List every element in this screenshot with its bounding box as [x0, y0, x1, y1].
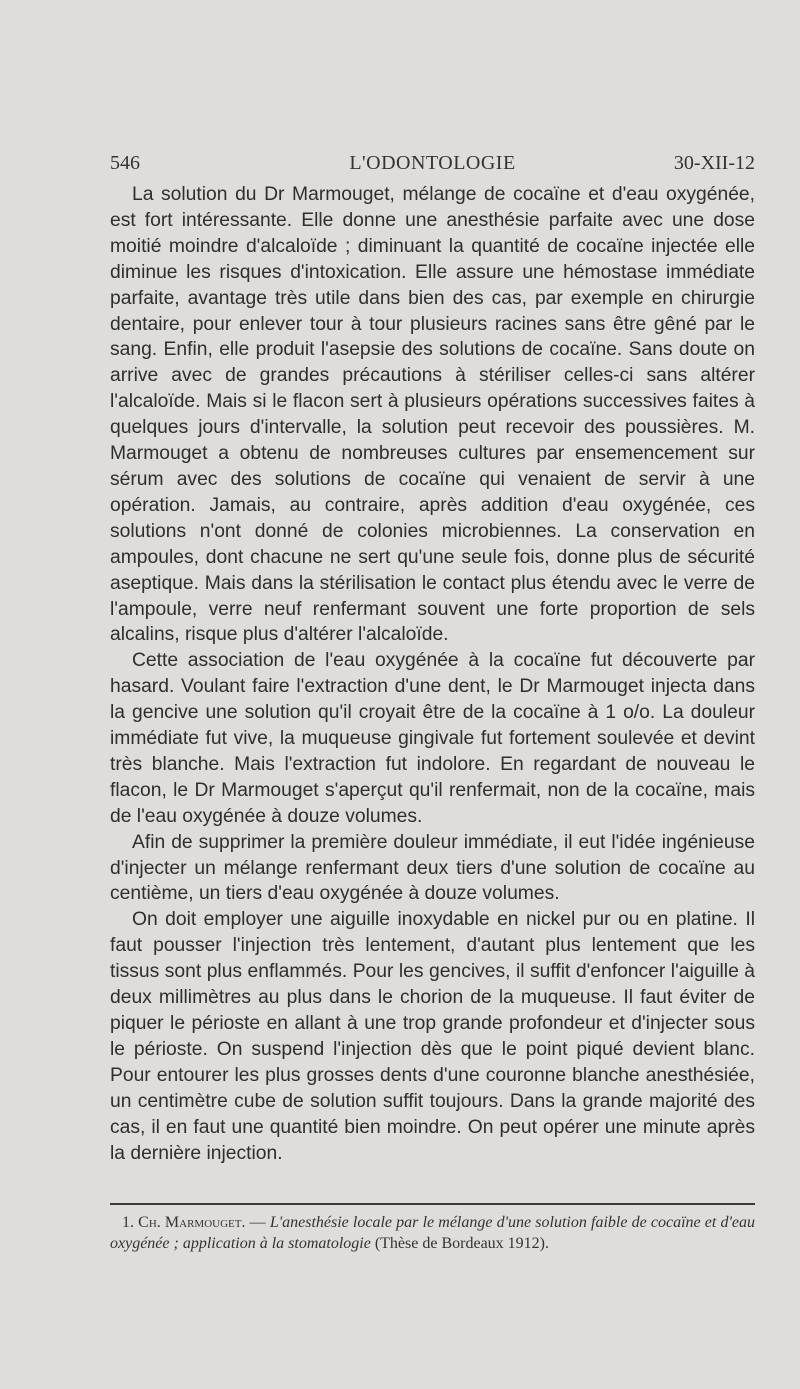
- footnote-marker: 1.: [122, 1214, 134, 1231]
- footnote: [110, 1212, 755, 1254]
- paragraph: Cette association de l'eau oxygénée à la cocaïne fut découverte par hasard. Voulant faire l'extraction d'une dent, le Dr Marmouget injecta dans la gencive une solution qu'il croyait être de la cocaïne à 1 o/o. La douleur immédiate fut vive, la muqueuse gingivale fut fortement soulevée et devint très blanche. Mais l'extraction fut indolore. En regardant de nouveau le flacon, le Dr Marmouget s'aperçut qu'il renfermait, non de la cocaïne, mais de l'eau oxygénée à douze volumes.: [110, 650, 755, 827]
- footnote-title: L'anesthésie locale par le mélange d'une solution faible de cocaïne et d'eau oxygénée ; application à la stomatologie: [110, 1214, 756, 1252]
- article-body: [110, 182, 755, 1166]
- paragraph: On doit employer une aiguille inoxydable en nickel pur ou en platine. Il faut pousser l'injection très lentement, d'autant plus lentement que les tissus sont plus enflammés. Pour les gencives, il suffit d'enfoncer l'aiguille à deux millimètres au plus dans le chorion de la muqueuse. Il faut éviter de piquer le périoste en allant à une trop grande profondeur et d'injecter sous le périoste. On suspend l'injection dès que le point piqué devient blanc. Pour entourer les plus grosses dents d'une couronne blanche anesthésiée, un centimètre cube de solution suffit toujours. Dans la grande majorité des cas, il en faut une quantité bien moindre. On peut opérer une minute après la dernière injection.: [110, 909, 755, 1164]
- issue-date: 30-XII-12: [673, 152, 755, 174]
- journal-title: L'ODONTOLOGIE: [349, 152, 516, 174]
- footnote-author: Ch. Marmouget.: [138, 1214, 246, 1231]
- paragraph: La solution du Dr Marmouget, mélange de cocaïne et d'eau oxygénée, est fort intéressante. Elle donne une anesthésie parfaite avec une dose moitié moindre d'alcaloïde ; diminuant la quantité de cocaïne injectée elle diminue les risques d'intoxication. Elle assure une hémostase immédiate parfaite, avantage très utile dans bien des cas, par exemple en chirurgie dentaire, pour enlever tour à tour plusieurs racines sans être gêné par le sang. Enfin, elle produit l'asepsie des solutions de cocaïne. Sans doute on arrive avec de grandes précautions à stériliser celles-ci sans altérer l'alcaloïde. Mais si le flacon sert à plusieurs opérations successives faites à quelques jours d'intervalle, la solution peut recevoir des poussières. M. Marmouget a obtenu de nombreuses cultures par ensemencement sur sérum avec des solutions de cocaïne qui venaient de servir à une opération. Jamais, au contraire, après addition d'eau oxygénée, ces solutions n'ont donné de colonies microbiennes. La conservation en ampoules, dont chacune ne sert qu'une seule fois, donne plus de sécurité aseptique. Mais dans la stérilisation le contact plus étendu avec le verre de l'ampoule, verre neuf renfermant souvent une forte proportion de sels alcalins, risque plus d'altérer l'alcaloïde.: [110, 184, 755, 646]
- page-number: 546: [110, 152, 140, 174]
- paragraph: Afin de supprimer la première douleur immédiate, il eut l'idée ingénieuse d'injecter un mélange renfermant deux tiers d'une solution de cocaïne au centième, un tiers d'eau oxygénée à douze volumes.: [110, 831, 755, 905]
- running-header: [110, 152, 755, 182]
- footnote-divider: [110, 1203, 755, 1205]
- footnote-details: (Thèse de Bordeaux 1912).: [374, 1235, 549, 1252]
- footnote-dash: —: [249, 1214, 266, 1231]
